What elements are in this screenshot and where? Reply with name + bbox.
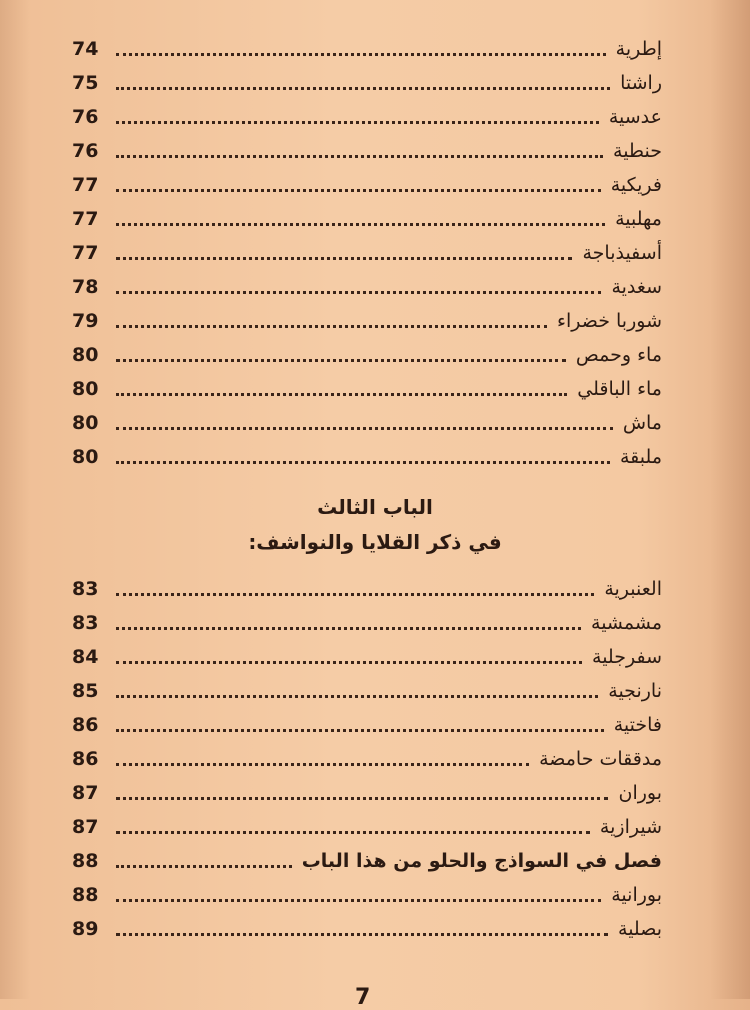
toc-entry — [72, 674, 662, 708]
toc-entry — [72, 304, 662, 338]
dot-leader — [116, 626, 581, 630]
toc-entry — [72, 100, 662, 134]
dot-leader — [116, 256, 572, 260]
toc-entry-title: حنطية — [613, 140, 662, 162]
chapter-heading: الباب الثالث — [317, 495, 433, 519]
dot-leader — [116, 154, 603, 158]
toc-entry — [72, 912, 662, 946]
toc-entry — [72, 776, 662, 810]
toc-entry-page-number: 80 — [72, 412, 99, 434]
toc-entry-title: ملبقة — [620, 446, 662, 468]
toc-entry — [72, 66, 662, 100]
toc-entry — [72, 742, 662, 776]
page-number: 7 — [355, 985, 371, 1010]
toc-entry — [72, 440, 662, 474]
toc-entry-page-number: 77 — [72, 242, 99, 264]
dot-leader — [116, 898, 601, 902]
dot-leader — [116, 324, 547, 328]
dot-leader — [116, 86, 610, 90]
toc-entry — [72, 708, 662, 742]
dot-leader — [116, 426, 613, 430]
toc-entry — [72, 878, 662, 912]
dot-leader — [116, 762, 529, 766]
toc-entry-title: إطرية — [615, 38, 662, 60]
toc-entry-page-number: 80 — [72, 446, 99, 468]
toc-entry-page-number: 76 — [72, 140, 99, 162]
toc-entry-page-number: 87 — [72, 816, 99, 838]
toc-entry-page-number: 79 — [72, 310, 99, 332]
toc-entry-page-number: 80 — [72, 344, 99, 366]
toc-entry-title: ماش — [622, 412, 662, 434]
toc-entry-title: سغدية — [611, 276, 662, 298]
toc-entry — [72, 810, 662, 844]
toc-entry — [72, 406, 662, 440]
dot-leader — [116, 188, 601, 192]
toc-entry — [72, 236, 662, 270]
toc-entry — [72, 572, 662, 606]
toc-entry-title: فريكية — [610, 174, 662, 196]
toc-entry-title: راشتا — [620, 72, 662, 94]
toc-entry — [72, 134, 662, 168]
toc-entry-page-number: 86 — [72, 714, 99, 736]
toc-entry-title: شيرازية — [599, 816, 662, 838]
toc-entry-page-number: 87 — [72, 782, 99, 804]
toc-entry — [72, 372, 662, 406]
toc-entry-page-number: 78 — [72, 276, 99, 298]
dot-leader — [116, 864, 292, 868]
toc-entry — [72, 168, 662, 202]
dot-leader — [116, 660, 582, 664]
page-edge-shadow-right — [710, 0, 750, 999]
toc-entry-page-number: 85 — [72, 680, 99, 702]
dot-leader — [116, 460, 610, 464]
toc-entry — [72, 844, 662, 878]
toc-entry-title: مهلبية — [615, 208, 662, 230]
toc-entry-title: ماء الباقلي — [577, 378, 662, 400]
toc-entry-title: عدسية — [608, 106, 662, 128]
toc-entry-title: شوربا خضراء — [557, 310, 662, 332]
dot-leader — [116, 830, 590, 834]
toc-entry-title: مشمشية — [591, 612, 662, 634]
dot-leader — [116, 290, 601, 294]
toc-entry-page-number: 75 — [72, 72, 99, 94]
toc-entry-page-number: 88 — [72, 850, 99, 872]
toc-entry-page-number: 80 — [72, 378, 99, 400]
dot-leader — [116, 120, 599, 124]
toc-entry-title: فاختية — [613, 714, 662, 736]
toc-entry-page-number: 74 — [72, 38, 99, 60]
toc-entry-page-number: 83 — [72, 612, 99, 634]
toc-entry-page-number: 77 — [72, 208, 99, 230]
toc-list-bottom — [72, 572, 662, 946]
toc-entry-title: بوران — [618, 782, 662, 804]
toc-entry-page-number: 76 — [72, 106, 99, 128]
toc-entry — [72, 640, 662, 674]
toc-entry-title: بصلية — [618, 918, 662, 940]
toc-entry — [72, 32, 662, 66]
toc-entry — [72, 606, 662, 640]
toc-entry — [72, 338, 662, 372]
toc-entry-page-number: 77 — [72, 174, 99, 196]
dot-leader — [116, 796, 608, 800]
toc-entry-title: بورانية — [611, 884, 662, 906]
dot-leader — [116, 592, 594, 596]
toc-entry-title: سفرجلية — [592, 646, 662, 668]
toc-entry-page-number: 84 — [72, 646, 99, 668]
page-edge-shadow-left — [0, 0, 30, 999]
toc-entry-title: فصل في السواذج والحلو من هذا الباب — [301, 850, 662, 872]
toc-list-top — [72, 32, 662, 474]
toc-entry-page-number: 88 — [72, 884, 99, 906]
dot-leader — [116, 358, 566, 362]
toc-entry — [72, 270, 662, 304]
toc-entry-page-number: 83 — [72, 578, 99, 600]
dot-leader — [116, 728, 604, 732]
dot-leader — [116, 222, 605, 226]
toc-entry-title: ماء وحمص — [575, 344, 662, 366]
toc-entry-page-number: 86 — [72, 748, 99, 770]
toc-entry-title: العنبرية — [604, 578, 662, 600]
toc-entry — [72, 202, 662, 236]
toc-entry-page-number: 89 — [72, 918, 99, 940]
dot-leader — [116, 932, 608, 936]
toc-entry-title: أسفيذباجة — [582, 242, 662, 264]
toc-entry-title: نارنجية — [608, 680, 662, 702]
toc-entry-title: مدققات حامضة — [539, 748, 662, 770]
dot-leader — [116, 694, 598, 698]
dot-leader — [116, 392, 567, 396]
dot-leader — [116, 52, 606, 56]
chapter-subtitle: في ذكر القلايا والنواشف: — [248, 530, 502, 554]
